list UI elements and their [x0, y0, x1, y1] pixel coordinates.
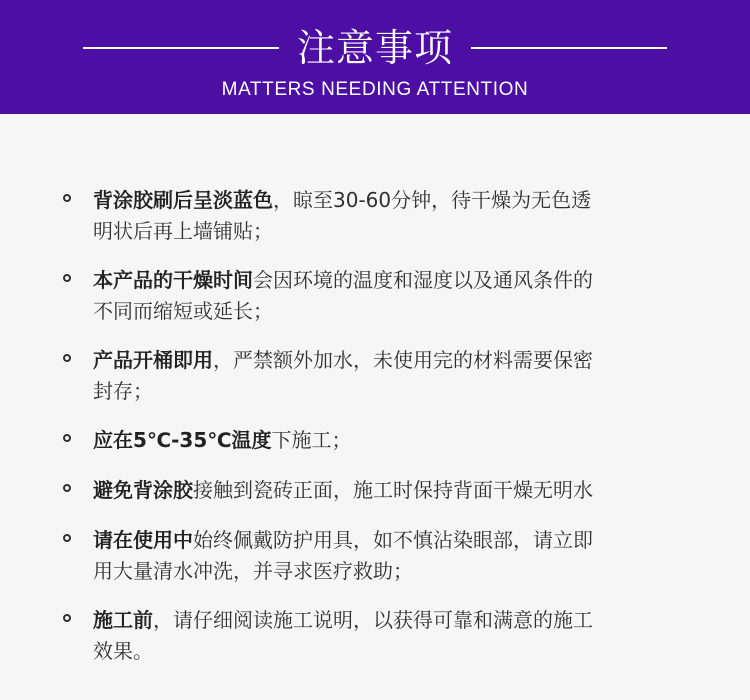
notice-detail: ，晾至30-60分钟，待干燥为无色透: [273, 188, 592, 212]
notice-emphasis: 本产品的干燥时间: [93, 268, 253, 292]
notice-line: [93, 525, 678, 556]
notice-content: [0, 114, 750, 700]
notice-detail: 下施工；: [271, 428, 352, 452]
notice-line: [93, 475, 678, 506]
notice-detail: 接触到瓷砖正面，施工时保持背面干燥无明水: [193, 478, 593, 502]
notice-emphasis: 请在使用中: [93, 528, 193, 552]
notice-emphasis: 应在5℃-35℃温度: [93, 428, 272, 452]
notice-detail: ，请仔细阅读施工说明，以获得可靠和满意的施工: [153, 608, 593, 632]
notice-list: [0, 185, 750, 695]
bullet-circle-icon: [63, 274, 71, 282]
notice-text: [93, 345, 678, 407]
notice-detail: 会因环境的温度和湿度以及通风条件的: [253, 268, 593, 292]
bullet-circle-icon: [63, 354, 71, 362]
notice-text: [93, 525, 678, 587]
notice-continuation: 明状后再上墙铺贴；: [93, 219, 273, 243]
notice-line: [93, 185, 678, 216]
notice-text: [93, 425, 678, 456]
notice-detail: 始终佩戴防护用具，如不慎沾染眼部，请立即: [193, 528, 593, 552]
notice-detail: ，严禁额外加水，未使用完的材料需要保密: [213, 348, 593, 372]
notice-text: [93, 185, 678, 247]
title-right-divider: [471, 47, 667, 49]
notice-continuation: 不同而缩短或延长；: [93, 299, 273, 323]
bullet-circle-icon: [63, 434, 71, 442]
notice-header: [0, 0, 750, 114]
page-title: 注意事项: [296, 26, 453, 70]
notice-emphasis: 施工前: [93, 608, 153, 632]
page-subtitle: MATTERS NEEDING ATTENTION: [221, 79, 529, 100]
notice-text: [93, 605, 678, 667]
title-row: [0, 18, 750, 78]
notice-line: [93, 425, 678, 456]
bullet-circle-icon: [63, 194, 71, 202]
notice-text: [93, 475, 678, 506]
notice-continuation: 用大量清水冲洗，并寻求医疗救助；: [93, 559, 413, 583]
notice-emphasis: 避免背涂胶: [93, 478, 193, 502]
notice-continuation: 效果。: [93, 639, 153, 663]
bullet-circle-icon: [63, 534, 71, 542]
notice-continuation: 封存；: [93, 379, 153, 403]
notice-line: [93, 265, 678, 296]
notice-emphasis: 产品开桶即用: [93, 348, 213, 372]
notice-line: [93, 605, 678, 636]
bullet-circle-icon: [63, 484, 71, 492]
notice-emphasis: 背涂胶刷后呈淡蓝色: [93, 188, 273, 212]
notice-line: [93, 345, 678, 376]
title-left-divider: [83, 47, 279, 49]
bullet-circle-icon: [63, 614, 71, 622]
notice-text: [93, 265, 678, 327]
